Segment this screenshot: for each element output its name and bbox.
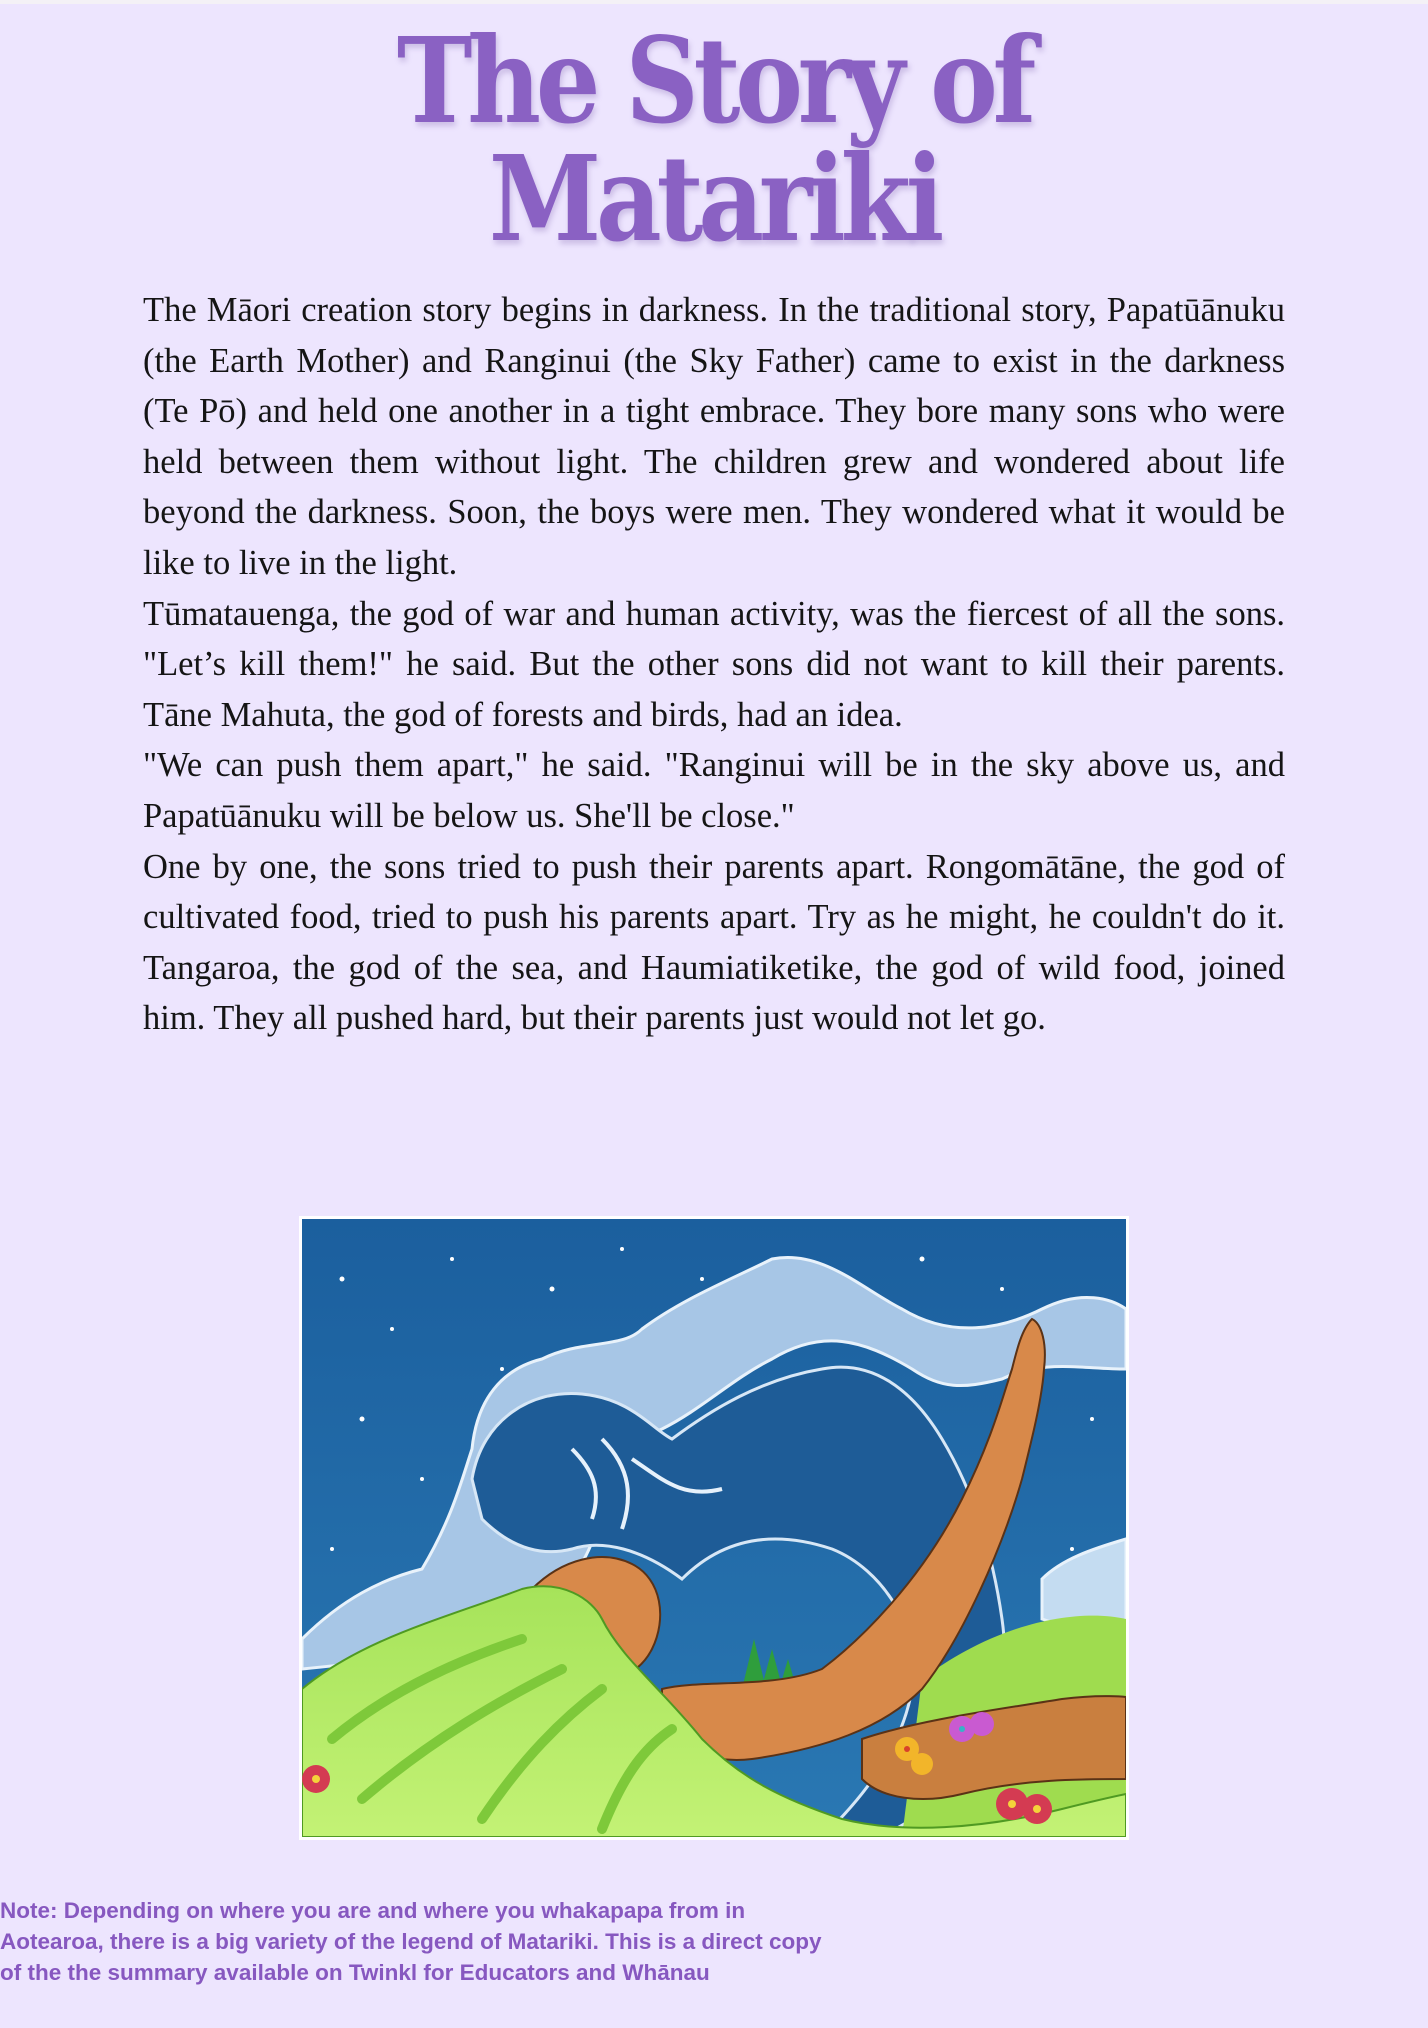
page-title [100,11,1328,268]
ranginui-papatuanuku-illustration [302,1219,1126,1837]
story-paragraph-4: One by one, the sons tried to push their parents apart. Rongomātāne, the god of cultivated food, tried to push his parents apart. Try as he might, he couldn't do it. Tangaroa, the god of the sea, and Haumiatiketike, the god of wild food, joined him. They all pushed hard, but their parents just would not let go. [143,847,1285,1038]
attribution-note: Note: Depending on where you are and where you whakapapa from in Aotearoa, there is a big variety of the legend of Matariki. This is a direct copy of the the summary available on Twinkl for Educators and Whānau [0,1898,822,1985]
title-line-2: Matariki [488,129,940,268]
top-edge-strip [0,0,1428,4]
story-paragraph-1: The Māori creation story begins in darkness. In the traditional story, Papatūānuku (the Earth Mother) and Ranginui (the Sky Father) came to exist in the darkness (Te Pō) and held one another in a tight embrace. They bore many sons who were held between them without light. The children grew and wondered about life beyond the darkness. Soon, the boys were men. They wondered what it would be like to live in the light. [143,291,1285,582]
story-paragraph-3: "We can push them apart," he said. "Ranginui will be in the sky above us, and Papatūānuku will be below us. She'll be close." [143,746,1285,835]
story-illustration [299,1216,1129,1840]
story-body [143,285,1285,1044]
title-line-1: The Story of [396,11,1032,150]
story-paragraph-2: Tūmatauenga, the god of war and human activity, was the fiercest of all the sons. "Let’s kill them!" he said. But the other sons did not want to kill their parents. Tāne Mahuta, the god of forests and birds, had an idea. [143,594,1285,734]
